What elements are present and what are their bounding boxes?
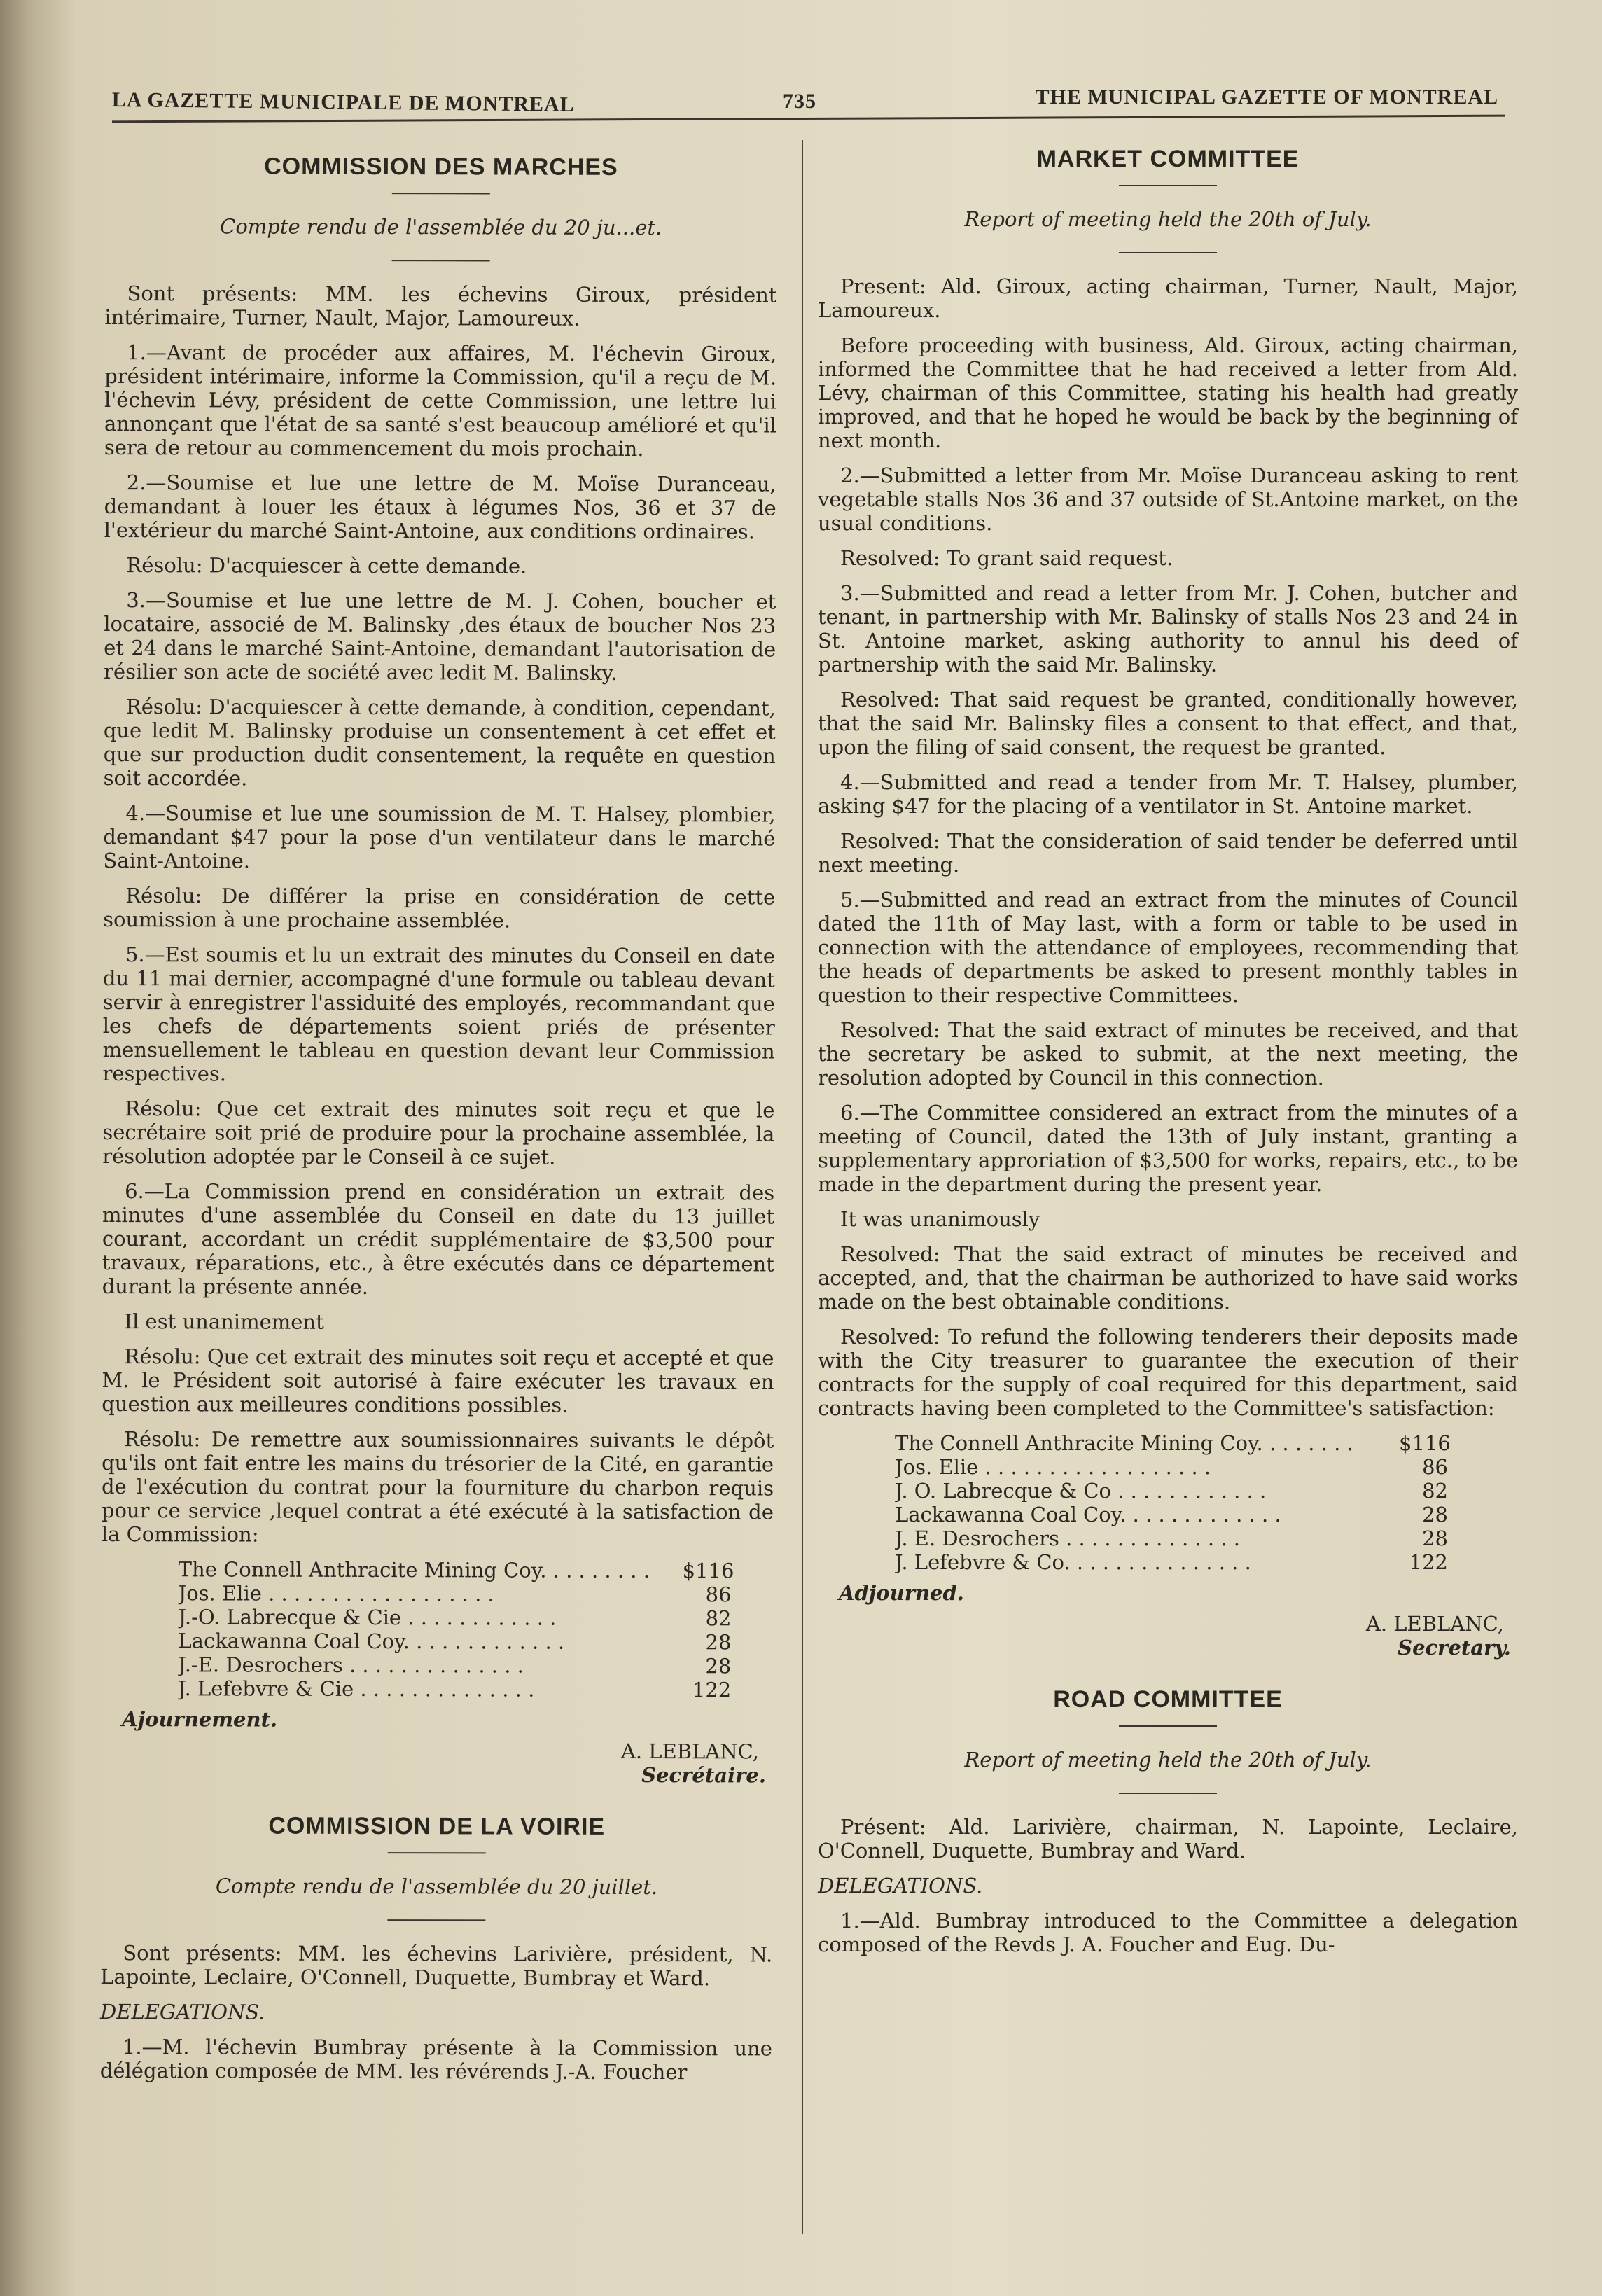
resolution-paragraph: Résolu: De remettre aux soumissionnaires suivants le dépôt qu'ils ont fait entre les mains du trésorier de la Cité, en garantie de l'exécution du contrat pour la fourniture du charbon requis pour ce service ,lequel contrat a été exécuté à la satisfaction de la Commission: xyxy=(101,1427,774,1547)
header-left-title: LA GAZETTE MUNICIPALE DE MONTREAL xyxy=(111,88,575,116)
english-column xyxy=(818,147,1518,1968)
tenderer-name: Jos. Elie . . . . . . . . . . . . . . . . . . xyxy=(178,1581,494,1606)
paragraph: 4.—Submitted and read a tender from Mr. T. Halsey, plumber, asking $47 for the placing of a ventilator in St. Antoine market. xyxy=(818,770,1518,818)
french-column xyxy=(100,154,777,2096)
resolution-paragraph: Résolu: Que cet extrait des minutes soit reçu et accepté et que M. le Président soit autorisé à faire exécuter les travaux en question aux meilleures conditions possibles. xyxy=(102,1344,774,1417)
delegations-heading: DELEGATIONS. xyxy=(100,1999,265,2024)
resolution-paragraph: Resolved: That said request be granted, conditionally however, that the said Mr. Balinsky files a consent to that effect, and that, upon the filing of said consent, the request be granted. xyxy=(818,688,1518,759)
table-row xyxy=(895,1503,1448,1526)
paragraph: 1.—Avant de procéder aux affaires, M. l'échevin Giroux, président intérimaire, informe la Commission, qu'il a reçu de M. l'échevin Lévy, président de cette Commission, une lettre lui annonçant que l'état de sa santé s'est beaucoup amélioré et qu'il sera de retour au commencement du mois prochain. xyxy=(104,340,777,461)
tenderer-name: J. E. Desrochers . . . . . . . . . . . . . . xyxy=(895,1526,1240,1550)
paragraph: 1.—Ald. Bumbray introduced to the Committee a delegation composed of the Revds J. A. Foucher and Eug. Du- xyxy=(818,1909,1518,1956)
tenderer-name: J.-O. Labrecque & Cie . . . . . . . . . . . . xyxy=(178,1605,557,1630)
paragraph: Sont présents: MM. les échevins Giroux, président intérimaire, Turner, Nault, Major, Lamoureux. xyxy=(104,281,777,331)
section-title-market-fr: COMMISSION DES MARCHES xyxy=(264,153,618,181)
paragraph: 3.—Soumise et lue une lettre de M. J. Cohen, boucher et locataire, associé de M. Balinsky ,des étaux de boucher Nos 23 et 24 dans le marché Saint-Antoine, demandant l'autorisation de résilier son acte de société avec ledit M. Balinsky. xyxy=(104,588,776,685)
page-number: 735 xyxy=(783,90,816,113)
tenderer-amount: 86 xyxy=(705,1582,732,1607)
tenderer-amount: $116 xyxy=(1399,1431,1451,1455)
section-subtitle-road-en: Report of meeting held the 20th of July. xyxy=(964,1748,1372,1772)
resolution-paragraph: Résolu: D'acquiescer à cette demande, à condition, cependant, que ledit M. Balinsky produise un consentement à cet effet et que sur production dudit consentement, la requête en question soit accordée. xyxy=(103,695,776,791)
tenderer-name: J. Lefebvre & Co. . . . . . . . . . . . . . . xyxy=(895,1550,1251,1574)
signature-name: A. LEBLANC, xyxy=(1365,1612,1504,1636)
resolution-paragraph: Resolved: That the consideration of said tender be deferred until next meeting. xyxy=(818,829,1518,877)
paragraph: 3.—Submitted and read a letter from Mr. J. Cohen, butcher and tenant, in partnership with Mr. Balinsky of stalls Nos 23 and 24 in St. Antoine market, asking authority to annul his deed of partnership with the said Mr. Balinsky. xyxy=(818,581,1518,676)
tenderer-name: Lackawanna Coal Coy. . . . . . . . . . . . . xyxy=(178,1629,565,1654)
paragraph: 2.—Soumise et lue une lettre de M. Moïse Duranceau, demandant à louer les étaux à légumes Nos, 36 et 37 de l'extérieur du marché Saint-Antoine, aux conditions ordinaires. xyxy=(104,471,776,544)
tenderer-amount: 82 xyxy=(1422,1479,1448,1503)
paragraph: Présent: Ald. Larivière, chairman, N. Lapointe, Leclaire, O'Connell, Duquette, Bumbray and Ward. xyxy=(818,1815,1518,1863)
section-subtitle-market-fr: Compte rendu de l'assemblée du 20 ju...et. xyxy=(220,214,662,240)
title-rule xyxy=(392,193,490,194)
subtitle-rule xyxy=(392,260,490,261)
tenderer-name: The Connell Anthracite Mining Coy. . . . . . . . . xyxy=(178,1557,650,1583)
paragraph: Before proceeding with business, Ald. Giroux, acting chairman, informed the Committee that he had received a letter from Ald. Lévy, chairman of this Committee, stating his health had greatly improved, and that he hoped he would be back by the beginning of next month. xyxy=(818,333,1518,452)
subtitle-rule xyxy=(387,1919,485,1921)
section-title-road-en: ROAD COMMITTEE xyxy=(1053,1686,1283,1713)
section-title-road-fr: COMMISSION DE LA VOIRIE xyxy=(268,1812,606,1840)
paragraph: 5.—Submitted and read an extract from the minutes of Council dated the 11th of May last, with a form or table to be used in connection with the attendance of employees, recommending that the heads of departments be asked to present monthly tables in question to their respective Committees. xyxy=(818,888,1518,1007)
table-row xyxy=(178,1676,731,1702)
paragraph: 6.—The Committee considered an extract from the minutes of a meeting of Council, dated the 13th of July instant, granting a supplementary approriation of $3,500 for works, repairs, etc., to be made in the department during the present year. xyxy=(818,1101,1518,1196)
table-row xyxy=(178,1605,731,1630)
resolution-paragraph: Resolved: That the said extract of minutes be received, and that the secretary be asked to submit, at the next meeting, the resolution adopted by Council in this connection. xyxy=(818,1018,1518,1090)
column-divider xyxy=(802,140,803,2234)
title-rule xyxy=(1119,185,1217,186)
tenderer-amount: 28 xyxy=(705,1654,732,1678)
paragraph: 5.—Est soumis et lu un extrait des minutes du Conseil en date du 11 mai dernier, accompagné d'une formule ou tableau devant servir à enregistrer l'assiduité des employés, recommandant que les chefs de départements soient priés de présenter mensuellement le tableau en question devant leur Commission respectives. xyxy=(102,942,776,1086)
table-row xyxy=(895,1455,1448,1479)
subtitle-rule xyxy=(1119,252,1217,253)
tenderer-amount: 28 xyxy=(1422,1526,1448,1550)
resolution-paragraph: Résolu: Que cet extrait des minutes soit reçu et que le secrétaire soit prié de produire pour la prochaine assemblée, la résolution adoptée par le Conseil à ce sujet. xyxy=(102,1097,775,1169)
refund-table-en xyxy=(895,1431,1451,1574)
title-rule xyxy=(1119,1725,1217,1727)
tenderer-name: Lackawanna Coal Coy. . . . . . . . . . . . . xyxy=(895,1503,1281,1526)
tenderer-amount: $116 xyxy=(682,1559,734,1583)
signature-role: Secretary. xyxy=(1398,1636,1511,1660)
section-subtitle-market-en: Report of meeting held the 20th of July. xyxy=(964,207,1372,231)
tenderer-name: J. Lefebvre & Cie . . . . . . . . . . . . . . xyxy=(178,1676,535,1702)
header-right-title: THE MUNICIPAL GAZETTE OF MONTREAL xyxy=(1035,85,1498,109)
table-row xyxy=(179,1557,732,1582)
table-row xyxy=(178,1653,731,1678)
section-subtitle-road-fr: Compte rendu de l'assemblée du 20 juillet. xyxy=(215,1874,658,1900)
delegations-heading: DELEGATIONS. xyxy=(818,1874,983,1898)
resolution-paragraph: Résolu: De différer la prise en considération de cette soumission à une prochaine assemblée. xyxy=(103,884,776,933)
table-row xyxy=(178,1629,731,1654)
signature-name: A. LEBLANC, xyxy=(620,1739,760,1764)
tenderer-amount: 82 xyxy=(705,1606,732,1631)
table-row xyxy=(895,1550,1448,1574)
tenderer-name: J. O. Labrecque & Co . . . . . . . . . . . . xyxy=(895,1479,1267,1503)
tenderer-amount: 122 xyxy=(692,1678,732,1702)
resolution-paragraph: Resolved: To grant said request. xyxy=(840,546,1173,570)
adjourned-label: Ajournement. xyxy=(122,1707,278,1732)
paragraph: Present: Ald. Giroux, acting chairman, Turner, Nault, Major, Lamoureux. xyxy=(818,274,1518,322)
table-row xyxy=(895,1479,1448,1503)
refund-table-fr xyxy=(178,1557,732,1702)
resolution-paragraph: Resolved: To refund the following tenderers their deposits made with the City treasurer to guarantee the execution of their contracts for the supply of coal required for this department, said contracts having been completed to the Committee's satisfaction: xyxy=(818,1325,1518,1420)
tenderer-name: J.-E. Desrochers . . . . . . . . . . . . . . xyxy=(178,1653,524,1678)
paragraph: It was unanimously xyxy=(840,1207,1040,1231)
section-title-market-en: MARKET COMMITTEE xyxy=(1036,146,1300,172)
resolution-paragraph: Resolved: That the said extract of minutes be received and accepted, and, that the chairman be authorized to have said works made on the best obtainable conditions. xyxy=(818,1242,1518,1314)
table-row xyxy=(895,1431,1451,1455)
table-row xyxy=(179,1581,732,1606)
tenderer-amount: 28 xyxy=(1422,1503,1448,1526)
paragraph: Sont présents: MM. les échevins Larivière, président, N. Lapointe, Leclaire, O'Connell, Duquette, Bumbray et Ward. xyxy=(100,1941,773,1991)
title-rule xyxy=(388,1852,486,1853)
tenderer-name: Jos. Elie . . . . . . . . . . . . . . . . . . xyxy=(895,1455,1211,1479)
paragraph: 4.—Soumise et lue une soumission de M. T. Halsey, plombier, demandant $47 pour la pose d'un ventilateur dans le marché Saint-Antoine. xyxy=(103,801,776,873)
tenderer-amount: 122 xyxy=(1409,1550,1448,1574)
tenderer-amount: 86 xyxy=(1422,1455,1448,1479)
paragraph: Il est unanimement xyxy=(124,1309,324,1334)
tenderer-name: The Connell Anthracite Mining Coy. . . . . . . . xyxy=(895,1431,1353,1455)
signature-role: Secrétaire. xyxy=(641,1763,766,1788)
paragraph: 6.—La Commission prend en considération un extrait des minutes d'une assemblée du Conseil en date du 13 juillet courant, accordant un crédit supplémentaire de $3,500 pour travaux, réparations, etc., à être exécutés dans ce département durant la présente année. xyxy=(102,1179,775,1299)
table-row xyxy=(895,1526,1448,1550)
tenderer-amount: 28 xyxy=(705,1630,732,1655)
adjourned-label: Adjourned. xyxy=(839,1581,964,1605)
paragraph: 1.—M. l'échevin Bumbray présente à la Commission une délégation composée de MM. les révérends J.-A. Foucher xyxy=(99,2035,772,2085)
resolution-paragraph: Résolu: D'acquiescer à cette demande. xyxy=(126,553,527,578)
paragraph: 2.—Submitted a letter from Mr. Moïse Duranceau asking to rent vegetable stalls Nos 36 and 37 outside of St.Antoine market, on the usual conditions. xyxy=(818,464,1518,535)
subtitle-rule xyxy=(1119,1793,1217,1794)
